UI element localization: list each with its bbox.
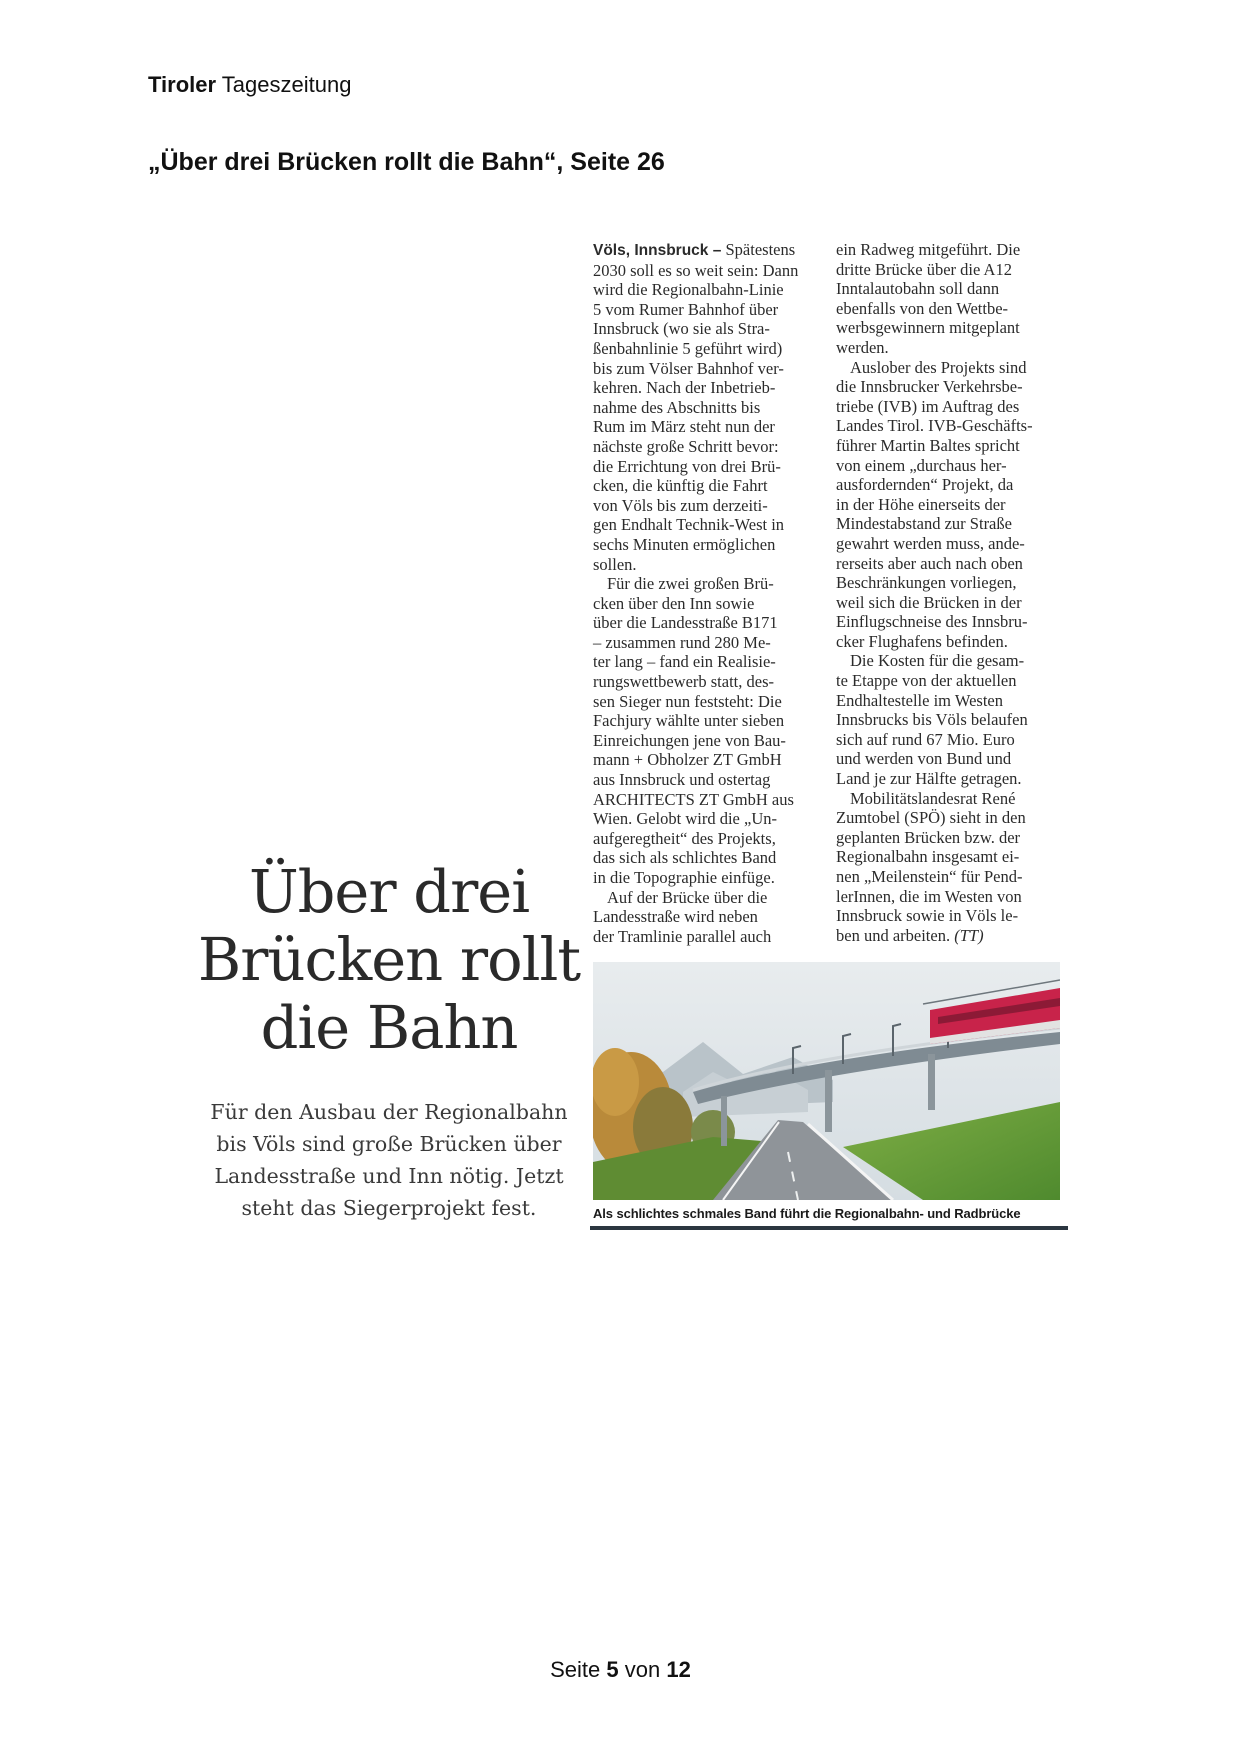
column-line: cken, die künftig die Fahrt bbox=[593, 476, 768, 496]
column-line: ARCHITECTS ZT GmbH aus bbox=[593, 789, 794, 809]
column-line: gen Endhalt Technik-West in bbox=[593, 515, 785, 535]
column-line: Auslober des Projekts sind bbox=[850, 357, 1027, 377]
column-line: das sich als schlichtes Band bbox=[593, 848, 777, 868]
column-line: der Tramlinie parallel auch bbox=[593, 926, 772, 946]
column-line: Für die zwei großen Brü- bbox=[607, 574, 774, 594]
article-standfirst bbox=[196, 1096, 582, 1224]
column-line: Mindestabstand zur Straße bbox=[836, 514, 1012, 534]
column-line: ausfordernden“ Projekt, da bbox=[836, 475, 1014, 495]
column-line bbox=[593, 240, 819, 261]
standfirst-line: Für den Ausbau der Regionalbahn bbox=[210, 1100, 568, 1124]
column-line: werbsgewinnern mitgeplant bbox=[836, 318, 1020, 338]
column-line: rungswettbewerb statt, des- bbox=[593, 672, 774, 692]
column-line bbox=[836, 926, 1062, 946]
author-tag: (TT) bbox=[954, 925, 984, 945]
column-line: Fachjury wählte unter sieben bbox=[593, 711, 785, 731]
column-line: Innsbrucks bis Völs belaufen bbox=[836, 710, 1028, 730]
publication-name-bold: Tiroler bbox=[148, 72, 217, 97]
column-line: nächste große Schritt bevor: bbox=[593, 436, 779, 456]
column-line: nahme des Abschnitts bis bbox=[593, 397, 761, 417]
photo-caption: Als schlichtes schmales Band führt die Regionalbahn- und Radbrücke bbox=[593, 1206, 1021, 1221]
page-of-label: von bbox=[624, 1657, 661, 1682]
current-page-number: 5 bbox=[606, 1657, 619, 1682]
column-line: die Errichtung von drei Brü- bbox=[593, 456, 781, 476]
column-line: sen Sieger nun feststeht: Die bbox=[593, 691, 782, 711]
column-line: sich auf rund 67 Mio. Euro bbox=[836, 729, 1015, 749]
column-line: und werden von Bund und bbox=[836, 749, 1012, 769]
column-line: die Innsbrucker Verkehrsbe- bbox=[836, 377, 1023, 397]
column-line: sollen. bbox=[593, 554, 637, 574]
column-line: Landesstraße wird neben bbox=[593, 907, 758, 927]
column-line: gewahrt werden muss, ande- bbox=[836, 533, 1025, 553]
column-line: cker Flughafens befinden. bbox=[836, 631, 1008, 651]
column-line: 2030 soll es so weit sein: Dann bbox=[593, 260, 799, 280]
column-line: in der Höhe einerseits der bbox=[836, 494, 1006, 514]
column-line: Innsbruck sowie in Völs le- bbox=[836, 906, 1019, 926]
column-line: Innsbruck (wo sie als Stra- bbox=[593, 319, 770, 339]
column-line: Landes Tirol. IVB-Geschäfts- bbox=[836, 416, 1033, 436]
column-line: Die Kosten für die gesam- bbox=[850, 651, 1025, 671]
bridge-rendering-image bbox=[593, 962, 1060, 1200]
column-line: Endhaltestelle im Westen bbox=[836, 690, 1003, 710]
column-line: 5 vom Rumer Bahnhof über bbox=[593, 299, 779, 319]
column-line: von einem „durchaus her- bbox=[836, 455, 1007, 475]
column-line: Beschränkungen vorliegen, bbox=[836, 573, 1017, 593]
column-line: Einreichungen jene von Bau- bbox=[593, 730, 786, 750]
column-line: nen „Meilenstein“ für Pend- bbox=[836, 867, 1023, 886]
total-page-count: 12 bbox=[666, 1657, 691, 1682]
bridge-rendering-photo bbox=[593, 962, 1060, 1200]
column-line: – zusammen rund 280 Me- bbox=[593, 632, 771, 652]
article-dateline: Völs, Innsbruck – bbox=[593, 242, 722, 259]
headline-line: Brücken rollt bbox=[197, 925, 581, 994]
document-title: „Über drei Brücken rollt die Bahn“, Seite 26 bbox=[148, 148, 665, 176]
column-line: Inntalautobahn soll dann bbox=[836, 279, 1000, 299]
column-line: cken über den Inn sowie bbox=[593, 593, 755, 613]
column-line: Regionalbahn insgesamt ei- bbox=[836, 847, 1020, 867]
standfirst-line: Landesstraße und Inn nötig. Jetzt bbox=[214, 1164, 564, 1188]
column-line: von Völs bis zum derzeiti- bbox=[593, 495, 768, 515]
page-label: Seite bbox=[550, 1657, 601, 1682]
column-line: über die Landesstraße B171 bbox=[593, 613, 778, 633]
article-column-right bbox=[836, 240, 1062, 945]
column-line: kehren. Nach der Inbetrieb- bbox=[593, 378, 776, 398]
column-line: aus Innsbruck und ostertag bbox=[593, 770, 771, 790]
column-line: sechs Minuten ermöglichen bbox=[593, 534, 776, 554]
column-line: bis zum Völser Bahnhof ver- bbox=[593, 358, 784, 378]
column-line: aufgeregtheit“ des Projekts, bbox=[593, 828, 776, 848]
column-line: ein Radweg mitgeführt. Die bbox=[836, 240, 1021, 259]
column-line: Zumtobel (SPÖ) sieht in den bbox=[836, 808, 1026, 828]
column-line: weil sich die Brücken in der bbox=[836, 592, 1022, 612]
column-line: wird die Regionalbahn-Linie bbox=[593, 280, 784, 300]
column-line: dritte Brücke über die A12 bbox=[836, 259, 1012, 279]
column-line: Wien. Gelobt wird die „Un- bbox=[593, 809, 777, 829]
column-line: mann + Obholzer ZT GmbH bbox=[593, 750, 782, 770]
column-line: te Etappe von der aktuellen bbox=[836, 671, 1017, 691]
column-line: ter lang – fand ein Realisie- bbox=[593, 652, 776, 672]
column-line: Einflugschneise des Innsbru- bbox=[836, 612, 1028, 632]
standfirst-line: steht das Siegerprojekt fest. bbox=[241, 1196, 537, 1220]
page-footer bbox=[0, 1657, 1241, 1683]
column-line: geplanten Brücken bzw. der bbox=[836, 827, 1021, 847]
column-line: in die Topographie einfüge. bbox=[593, 868, 775, 887]
column-line: führer Martin Baltes spricht bbox=[836, 435, 1020, 455]
article-headline bbox=[196, 858, 582, 1062]
headline-line: die Bahn bbox=[260, 993, 518, 1062]
column-line: rerseits aber auch nach oben bbox=[836, 553, 1023, 573]
caption-rule bbox=[590, 1226, 1068, 1230]
publication-name-rest: Tageszeitung bbox=[221, 72, 352, 97]
standfirst-line: bis Völs sind große Brücken über bbox=[216, 1132, 562, 1156]
column-line: ebenfalls von den Wettbe- bbox=[836, 298, 1009, 318]
column-line: ßenbahnlinie 5 geführt wird) bbox=[593, 338, 783, 358]
column-line: triebe (IVB) im Auftrag des bbox=[836, 396, 1020, 416]
column-line: lerInnen, die im Westen von bbox=[836, 886, 1022, 906]
column-line: Auf der Brücke über die bbox=[607, 887, 768, 907]
headline-line: Über drei bbox=[248, 857, 530, 926]
publication-name bbox=[148, 72, 351, 98]
article-column-left bbox=[593, 240, 819, 946]
column-line: werden. bbox=[836, 337, 889, 357]
column-line-text: ben und arbeiten. bbox=[836, 925, 951, 945]
column-line: Land je zur Hälfte getragen. bbox=[836, 769, 1022, 789]
column-line: Rum im März steht nun der bbox=[593, 417, 775, 437]
column-line-text: Spätestens bbox=[725, 240, 796, 259]
column-line: Mobilitätslandesrat René bbox=[850, 788, 1016, 808]
